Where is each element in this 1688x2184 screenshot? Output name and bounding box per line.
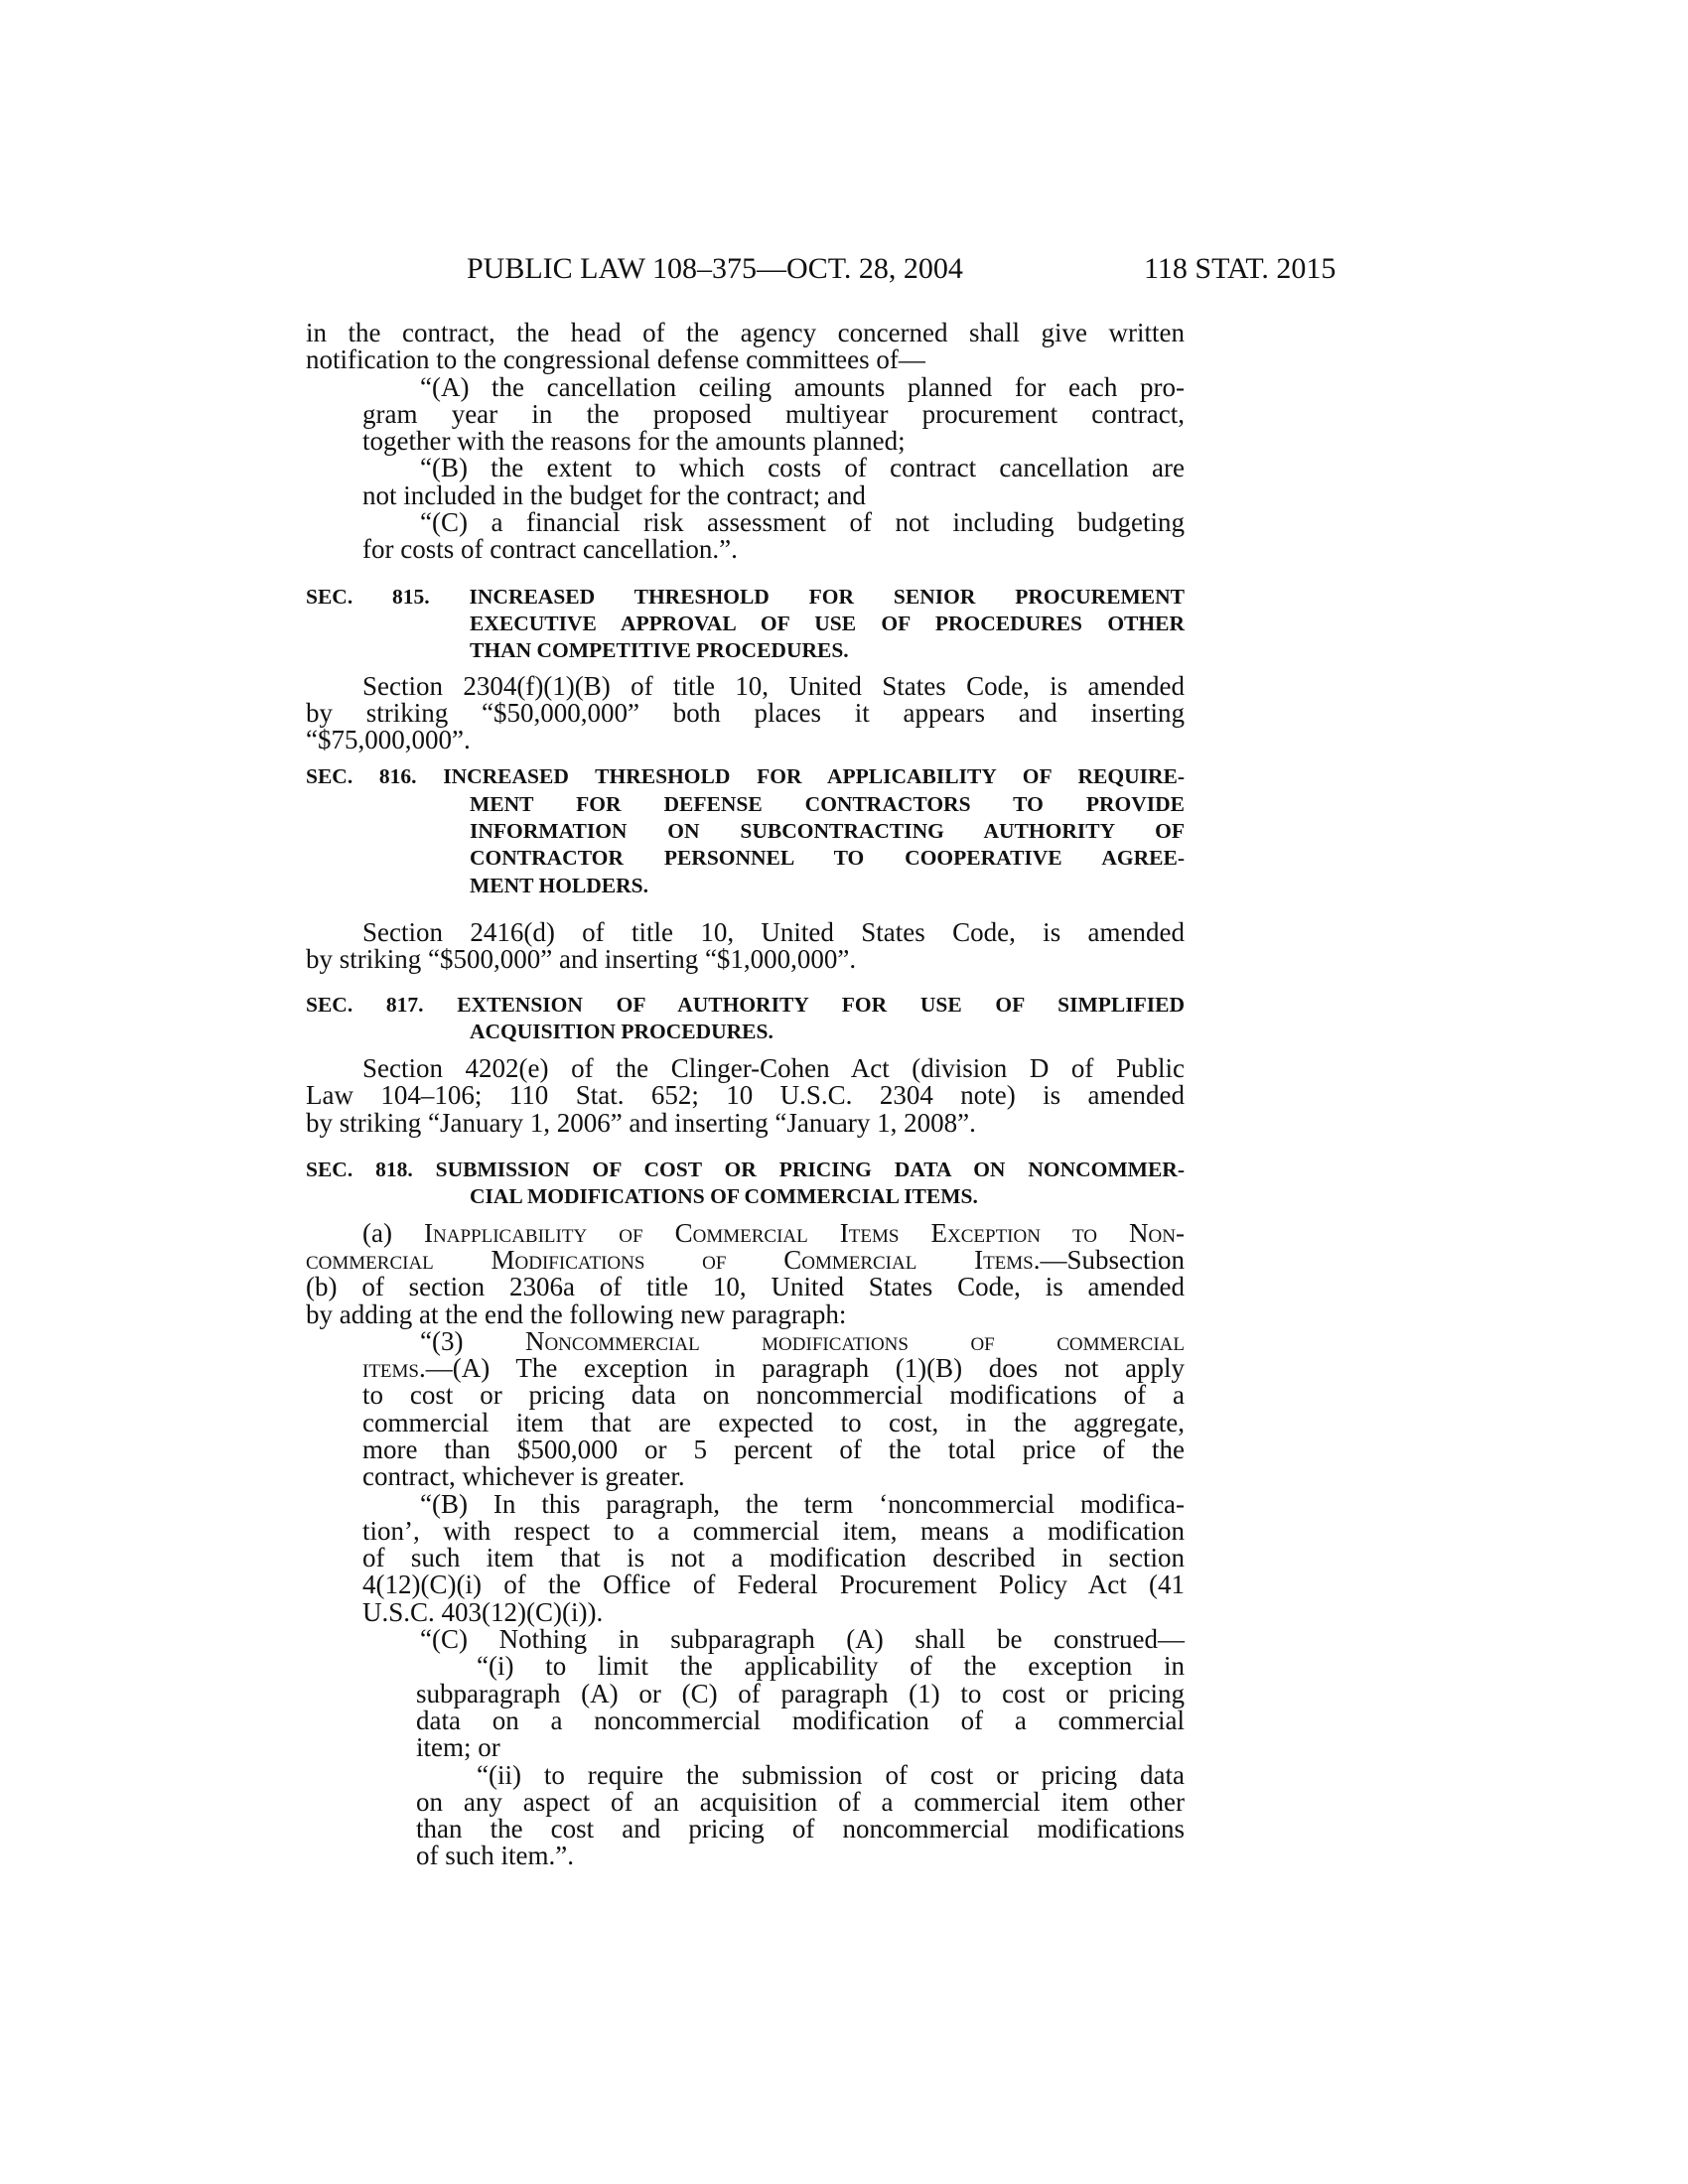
text-line: “$75,000,000”.: [306, 725, 471, 755]
document-body: [306, 320, 1185, 1870]
text-line: Law 104–106; 110 Stat. 652; 10 U.S.C. 2304 note) is amended: [306, 1080, 1185, 1111]
text-line: subparagraph (A) or (C) of paragraph (1) to cost or pricing: [416, 1678, 1185, 1708]
text-line: contract, whichever is greater.: [362, 1461, 685, 1492]
text-line: [306, 1217, 1185, 1248]
continuation-paragraph: [306, 320, 1185, 374]
quote-paragraph: [306, 371, 1185, 457]
text-segment: —(A) The exception in paragraph (1)(B) does not apply: [425, 1353, 1185, 1384]
text-line: SEC. 818. SUBMISSION OF COST OR PRICING DATA ON NONCOMMER-: [306, 1158, 1185, 1182]
text-line: on any aspect of an acquisition of a commercial item other: [416, 1786, 1185, 1817]
text-line: in the contract, the head of the agency concerned shall give written: [306, 318, 1185, 347]
text-line: by striking “$50,000,000” both places it appears and inserting: [306, 697, 1185, 728]
small-caps-text: items.: [362, 1353, 426, 1384]
text-line: “(A) the cancellation ceiling amounts planned for each pro-: [420, 371, 1185, 402]
text-line: MENT FOR DEFENSE CONTRACTORS TO PROVIDE: [470, 791, 1185, 816]
text-line: to cost or pricing data on noncommercial modifications of a: [362, 1380, 1185, 1411]
section-heading: [306, 1157, 1185, 1211]
text-line: together with the reasons for the amounts planned;: [362, 426, 906, 457]
text-line: of such item.”.: [416, 1841, 574, 1871]
text-line: by striking “January 1, 2006” and inserting “January 1, 2008”.: [306, 1107, 976, 1138]
body-paragraph: [306, 1217, 1185, 1329]
text-segment: “(3): [420, 1325, 525, 1356]
text-segment: —Subsection: [1040, 1244, 1185, 1275]
text-line: by striking “$500,000” and inserting “$1,000,000”.: [306, 944, 857, 975]
quote-paragraph: [306, 1626, 1185, 1653]
text-line: EXECUTIVE APPROVAL OF USE OF PROCEDURES OTHER: [470, 611, 1185, 635]
text-line: item; or: [416, 1732, 500, 1763]
text-line: SEC. 816. INCREASED THRESHOLD FOR APPLICABILITY OF REQUIRE-: [306, 764, 1185, 789]
text-line: “(B) the extent to which costs of contract cancellation are: [420, 453, 1185, 483]
subquote-paragraph: [306, 1653, 1185, 1761]
text-line: data on a noncommercial modification of a commercial: [416, 1705, 1185, 1735]
body-paragraph: [306, 916, 1185, 975]
text-line: tion’, with respect to a commercial item, means a modification: [362, 1515, 1185, 1546]
text-line: [306, 1325, 1185, 1356]
text-line: ACQUISITION PROCEDURES.: [470, 1019, 774, 1043]
small-caps-text: Inapplicability of Commercial Items Exception to Non-: [424, 1217, 1185, 1248]
quote-paragraph: [306, 509, 1185, 564]
section-heading: [306, 763, 1185, 898]
quote-paragraph: [306, 1488, 1185, 1627]
text-line: SEC. 815. INCREASED THRESHOLD FOR SENIOR PROCUREMENT: [306, 584, 1185, 609]
running-header-title: PUBLIC LAW 108–375—OCT. 28, 2004: [467, 252, 963, 285]
text-line: not included in the budget for the contract; and: [362, 479, 866, 510]
text-line: Section 2416(d) of title 10, United States Code, is amended: [362, 916, 1185, 947]
text-segment: (a): [362, 1217, 425, 1248]
text-line: by adding at the end the following new paragraph:: [306, 1298, 847, 1329]
text-line: “(ii) to require the submission of cost or pricing data: [477, 1759, 1185, 1790]
text-line: CONTRACTOR PERSONNEL TO COOPERATIVE AGREE-: [470, 846, 1185, 871]
text-line: CIAL MODIFICATIONS OF COMMERCIAL ITEMS.: [470, 1184, 978, 1209]
body-paragraph: [306, 1055, 1185, 1137]
text-line: gram year in the proposed multiyear procurement contract,: [362, 398, 1185, 429]
small-caps-text: Noncommercial modifications of commercial: [524, 1325, 1185, 1356]
text-line: “(B) In this paragraph, the term ‘noncommercial modifica-: [420, 1488, 1185, 1519]
section-heading: [306, 992, 1185, 1046]
section-heading: [306, 584, 1185, 665]
text-line: THAN COMPETITIVE PROCEDURES.: [470, 638, 849, 663]
subquote-paragraph: [306, 1759, 1185, 1871]
text-line: (b) of section 2306a of title 10, United States Code, is amended: [306, 1272, 1185, 1302]
text-line: 4(12)(C)(i) of the Office of Federal Procurement Policy Act (41: [362, 1570, 1185, 1600]
body-paragraph: [306, 670, 1185, 755]
text-line: than the cost and pricing of noncommercial modifications: [416, 1814, 1185, 1844]
text-line: SEC. 817. EXTENSION OF AUTHORITY FOR USE OF SIMPLIFIED: [306, 992, 1185, 1017]
text-line: more than $500,000 or 5 percent of the total price of the: [362, 1433, 1185, 1464]
text-line: Section 2304(f)(1)(B) of title 10, United States Code, is amended: [362, 670, 1185, 701]
text-line: U.S.C. 403(12)(C)(i)).: [362, 1596, 604, 1627]
small-caps-text: commercial Modifications of Commercial Items.: [306, 1244, 1041, 1275]
text-line: for costs of contract cancellation.”.: [362, 534, 738, 565]
text-line: [306, 1244, 1185, 1275]
text-line: INFORMATION ON SUBCONTRACTING AUTHORITY OF: [470, 819, 1185, 844]
text-line: commercial item that are expected to cost, in the aggregate,: [362, 1407, 1185, 1437]
text-line: notification to the congressional defense committees of—: [306, 344, 925, 375]
text-line: of such item that is not a modification described in section: [362, 1543, 1185, 1573]
text-line: “(C) Nothing in subparagraph (A) shall be construed—: [420, 1624, 1185, 1655]
text-line: [306, 1355, 1185, 1382]
page-stat-number: 118 STAT. 2015: [1144, 252, 1336, 285]
quote-paragraph: [306, 455, 1185, 509]
quote-paragraph: [306, 1325, 1185, 1492]
text-line: MENT HOLDERS.: [470, 873, 648, 897]
text-line: Section 4202(e) of the Clinger-Cohen Act (division D of Public: [362, 1053, 1185, 1084]
text-line: “(i) to limit the applicability of the exception in: [477, 1651, 1185, 1682]
text-line: “(C) a financial risk assessment of not including budgeting: [420, 507, 1185, 538]
